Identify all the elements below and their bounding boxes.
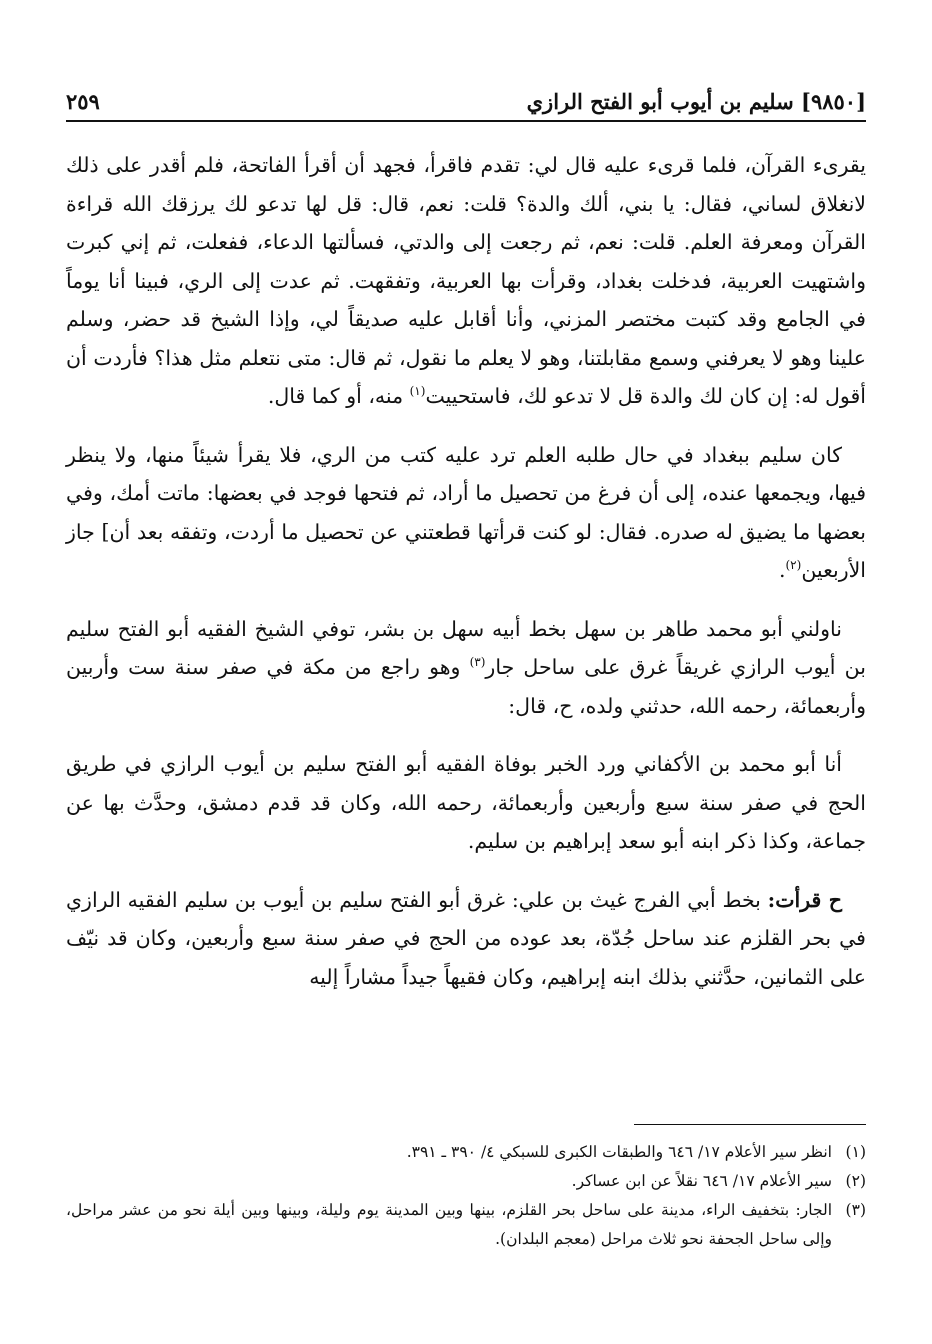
main-text	[66, 146, 866, 1016]
footnotes	[66, 1138, 866, 1254]
page-number: ٢٥٩	[66, 89, 100, 114]
footnote-text: انظر سير الأعلام ١٧/ ٦٤٦ والطبقات الكبرى للسبكي ٤/ ٣٩٠ ـ ٣٩١.	[406, 1143, 832, 1161]
paragraph-3-text-end: وهو راجع من مكة في صفر سنة ست وأربين وأربعمائة، رحمه الله، حدثني ولده، ح، قال:	[66, 655, 866, 718]
paragraph-3	[66, 610, 866, 726]
footnote-ref-2[interactable]: (٢)	[785, 558, 802, 573]
paragraph-2	[66, 436, 866, 590]
footnote-ref-1[interactable]: (١)	[409, 384, 426, 399]
paragraph-5-lead: ح قرأت:	[767, 887, 842, 912]
footnote-text: الجار: بتخفيف الراء، مدينة على ساحل بحر القلزم، بينها وبين المدينة يوم وليلة، وبينها وبين أيلة نحو من عشر مراحل، وإلى ساحل الجحفة نحو ثلاث مراحل (معجم البلدان).	[66, 1201, 832, 1248]
paragraph-4-text: أنا أبو محمد بن الأكفاني ورد الخبر بوفاة الفقيه أبو الفتح سليم بن أيوب الرازي في طريق الحج في صفر سنة سبع وأربعين وأربعمائة، رحمه الله، وكان قد قدم دمشق، وحدَّث بها عن جماعة، وكذا ذكر ابنه أبو سعد إبراهيم بن سليم.	[66, 752, 866, 853]
paragraph-1-text-end: منه، أو كما قال.	[267, 384, 410, 408]
footnote-3	[66, 1196, 866, 1254]
footnote-1	[66, 1138, 866, 1167]
paragraph-5	[66, 881, 866, 997]
footnote-number: (٢)	[845, 1172, 866, 1190]
page-header	[66, 80, 866, 114]
paragraph-5-text: بخط أبي الفرج غيث بن علي: غرق أبو الفتح سليم بن أيوب بن سليم الفقيه الرازي في بحر القلزم عند ساحل جُدّة، بعد عوده من الحج في صفر سنة سبع وأربعين، وكان قد نيّف على الثمانين، حدَّثني بذلك ابنه إبراهيم، وكان فقيهاً جيداً مشاراً إليه	[66, 887, 866, 989]
footnote-number: (٣)	[845, 1201, 866, 1219]
footnote-2	[66, 1167, 866, 1196]
paragraph-3-text: ناولني أبو محمد طاهر بن سهل بخط أبيه سهل بن بشر، توفي الشيخ الفقيه أبو الفتح سليم بن أيوب الرازي غريقاً غرق على ساحل جار	[66, 616, 866, 679]
running-head: [٩٨٥٠] سليم بن أيوب أبو الفتح الرازي	[526, 89, 866, 114]
footnote-ref-3[interactable]: (٣)	[469, 655, 486, 670]
paragraph-1-text: يقرىء القرآن، فلما قرىء عليه قال لي: تقدم فاقرأ، فجهد أن أقرأ الفاتحة، فلم أقدر على ذلك لانغلاق لساني، فقال: يا بني، ألك والدة؟ قلت: نعم، قال: قل لها تدعو لك يرزقك الله قراءة القرآن ومعرفة العلم. قلت: نعم، ثم رجعت إلى والدتي، فسألتها الدعاء، ففعلت، ثم إني كبرت واشتهيت العربية، فدخلت بغداد، وقرأت بها العربية، وتفقهت. ثم عدت إلى الري، فبينا أنا يوماً في الجامع وقد كتبت مختصر المزني، وأنا أقابل عليه صديقاً لي، وإذا الشيخ قد حضر، وسلم علينا وهو لا يعرفني وسمع مقابلتنا، وهو لا يعلم ما نقول، ثم قال: متى نتعلم مثل هذا؟ فأردت أن أقول له: إن كان لك والدة قل لا تدعو لك، فاستحييت	[66, 153, 866, 408]
footnote-text: سير الأعلام ١٧/ ٦٤٦ نقلاً عن ابن عساكر.	[571, 1172, 832, 1190]
header-rule	[66, 120, 866, 122]
paragraph-2-text: كان سليم ببغداد في حال طلبه العلم ترد عليه كتب من الري، فلا يقرأ شيئاً منها، ولا ينظر فيها، ويجمعها عنده، إلى أن فرغ من تحصيل ما أراد، ثم فتحها فوجد في بعضها: ماتت أمك، وفي بعضها ما يضيق له صدره. فقال: لو كنت قرأتها قطعتني عن تحصيل ما أردت، وتفقه بعد أن] جاز الأربعين	[66, 442, 866, 582]
paragraph-1	[66, 146, 866, 416]
paragraph-4	[66, 745, 866, 861]
footnote-separator	[634, 1124, 866, 1125]
footnote-number: (١)	[845, 1143, 866, 1161]
paragraph-2-text-end: .	[778, 558, 786, 582]
